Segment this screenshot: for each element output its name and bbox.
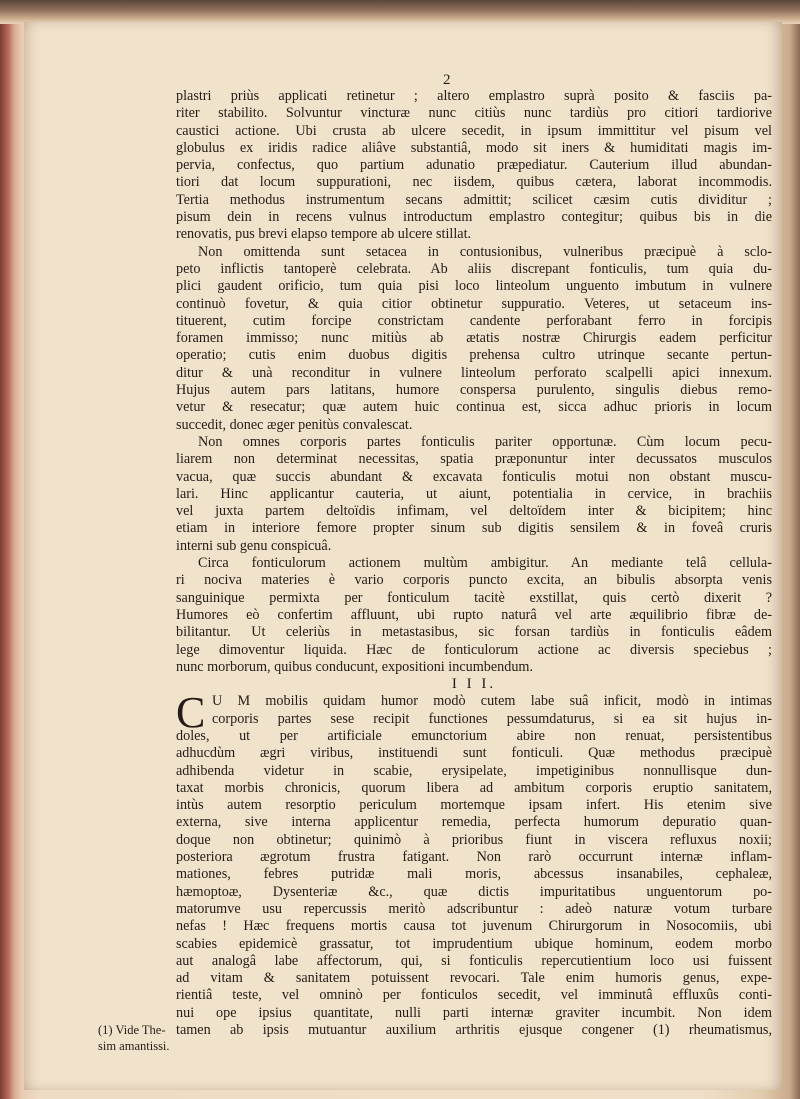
- text-line: Non omittenda sunt setacea in contusionibus, vulneribus præcipuè à sclo-: [198, 243, 772, 260]
- previous-page-edge: [0, 0, 800, 24]
- text-line: operatio; cutis enim duobus digitis prehensa cultro utrinque secante pertun-: [176, 347, 772, 364]
- text-line: tituerent, cutim forcipe constrictam candente perforabant ferro in forcipis: [176, 312, 772, 329]
- paragraph-list: [176, 88, 772, 676]
- text-line: doles, ut per artificiale emunctorium abire non renuat, persistentibus: [176, 727, 772, 744]
- text-line: ri nociva materies è vario corporis puncto excita, an bibulis absorpta venis: [176, 572, 772, 589]
- section-body: [176, 688, 772, 1039]
- text-line: sanguinique permixta per fonticulum tacitè exstillat, quis certò dixerit ?: [176, 589, 772, 606]
- text-line: renovatis, pus brevi elapso tempore ab ulcere stillat.: [176, 226, 472, 243]
- text-line: intùs autem resorptio periculum mortemque ipsam infert. His etenim sive: [176, 797, 772, 814]
- text-line: nunc morborum, quibus conducunt, expositioni incumbendum.: [176, 658, 534, 675]
- footnote: (1) Vide The-sim amantissi.: [98, 1023, 170, 1053]
- text-line: etiam in interiore femore propter sinum sub digitis sensilem & in foveâ cruris: [176, 520, 772, 537]
- text-line: mationes, febres putridæ mali moris, abcessus insanabiles, cephaleæ,: [176, 866, 772, 883]
- paragraph: [176, 88, 772, 244]
- text-line: caustici actione. Ubi crusta ab ulcere secedit, in ipsum immittitur vel pisum vel: [176, 122, 772, 139]
- section-lines: [176, 688, 772, 1039]
- text-line: pisum dein in recens vulnus introductum emplastro contegitur; quibus bis in die: [176, 209, 772, 226]
- text-line: Tertia methodus instrumentum secans admittit; scilicet cæsim cutis dividitur ;: [176, 191, 772, 208]
- text-line: Hujus autem pars latitans, humore conspersa purulento, singulis diebus remo-: [176, 382, 772, 399]
- text-line: vetur & resecatur; quæ autem huic continua est, sicca adhuc prioris in locum: [176, 399, 772, 416]
- text-line: vacua, quæ succis abundant & excavata fonticulis motui non obstant muscu-: [176, 468, 772, 485]
- text-line: taxat morbis chronicis, quorum libera ad ambitum corporis eruptio sanitatem,: [176, 779, 772, 796]
- text-line: ditur & unà reconditur in vulnere linteolum perforato scalpelli apici innexum.: [176, 364, 772, 381]
- text-line: Circa fonticulorum actionem multùm ambigitur. An mediante telâ cellula-: [198, 555, 772, 572]
- text-line: riter stabilito. Solvuntur vincturæ nunc citiùs nunc tardiùs pro citiori tardiorive: [176, 105, 772, 122]
- text-line: posteriora ægrotum frustra fatigant. Non rarò occurrunt internæ inflam-: [176, 849, 772, 866]
- text-line: succedit, donec æger penitùs convalescat.: [176, 416, 413, 433]
- text-line: plici gaudent orificio, tum quia pisi loco linteolum unguento imbutum in vulnere: [176, 278, 772, 295]
- text-line: nefas ! Hæc frequens mortis causa tot juvenum Chirurgorum in Nosocomiis, ubi: [176, 918, 772, 935]
- text-line: tiori dat locum suppurationi, nec iisdem, quibus cætera, laborat incommodis.: [176, 174, 772, 191]
- text-line: hæmoptoæ, Dysenteriæ &c., quæ dictis impuritatibus unguentorum po-: [176, 883, 772, 900]
- text-line: pervia, confectus, quo partium adunatio præpediatur. Cauterium illud abundan-: [176, 157, 772, 174]
- text-line: bilitantur. Ut celeriùs in metastasibus, sic forsan tardiùs in fonticulis eâdem: [176, 624, 772, 641]
- text-line: corporis partes sese recipit functiones pessumdaturus, si ea sit hujus in-: [212, 710, 772, 727]
- text-line: Humores eò confertim affluunt, ubi rupto naturâ vel arte æquilibrio fibræ de-: [176, 606, 772, 623]
- text-line: Non omnes corporis partes fonticulis pariter opportunæ. Cùm locum pecu-: [198, 433, 772, 450]
- text-line: nui ope ipsius quantitate, nulli parti internæ graviter incumbit. Non idem: [176, 1004, 772, 1021]
- text-line: liarem non determinat necessitas, spatia præponuntur inter decussatos musculos: [176, 451, 772, 468]
- page-stain: [66, 48, 116, 88]
- text-line: lari. Hinc applicantur cauteria, ut aiunt, potentialia in cervice, in brachiis: [176, 485, 772, 502]
- text-line: matorumve usu repercussis meritò adscribuntur : adeò naturæ votum turbare: [176, 900, 772, 917]
- text-line: vel juxta partem deltoïdis infimam, vel deltoïdem inter & bicipitem; hinc: [176, 503, 772, 520]
- text-line: tamen ab ipsis mutuantur auxilium arthritis ejusque congener (1) rheumatismus,: [176, 1022, 772, 1039]
- text-line: peto inflictis tantoperè celebrata. Ab aliis discrepant fonticulis, tum quia du-: [176, 260, 772, 277]
- text-line: interni sub genu conspicuâ.: [176, 537, 332, 554]
- text-line: aut analogâ labe affectorum, qui, si fonticulis repercutientium loco usi fuissent: [176, 952, 772, 969]
- text-line: rientiâ teste, vel omninò per fonticulos secedit, vel imminutâ effluxûs conti-: [176, 987, 772, 1004]
- text-line: plastri priùs applicati retinetur ; altero emplastro suprà posito & fasciis pa-: [176, 88, 772, 104]
- text-line: globulus ex iridis radice aliâve substantiâ, modo sit iners & humiditati magis im-: [176, 139, 772, 156]
- text-line: ad vitam & sanitatem potuissent revocari. Tale enim humoris genus, expe-: [176, 970, 772, 987]
- text-line: doque non obtinetur; quinimò à prioribus fiunt in viscera refluxus noxii;: [176, 831, 772, 848]
- text-line: adhucdùm ægri viribus, instituendi sunt fonticuli. Quæ methodus præcipuè: [176, 745, 772, 762]
- text-line: externa, sive interna applicentur remedia, perfecta humorum depuratio quan-: [176, 814, 772, 831]
- text-line: foramen immisso; nunc mitiùs ab ætatis nostræ Chirurgis eadem perficitur: [176, 330, 772, 347]
- paragraph: [176, 434, 772, 555]
- paragraph: [176, 555, 772, 676]
- text-line: continuò fovetur, & quia citior obtinetur suppuratio. Veteres, ut setaceum ins-: [176, 295, 772, 312]
- text-line: scabies epidemicè grassatur, tot imprudentium ubique hominum, eodem morbo: [176, 935, 772, 952]
- text-line: lege dimoventur liquida. Hæc de fonticulorum actione ac diversis speciebus ;: [176, 641, 772, 658]
- section-number: I I I.: [451, 676, 497, 693]
- text-line: U M mobilis quidam humor modò cutem labe suâ inficit, modò in intimas: [212, 693, 772, 710]
- page-folio: 2: [443, 72, 451, 88]
- paragraph: [176, 244, 772, 434]
- text-line: adhibenda videtur in scabie, erysipelate, impetiginibus nonnullisque dun-: [176, 762, 772, 779]
- drop-cap: C: [176, 688, 206, 738]
- main-text: [176, 88, 772, 1039]
